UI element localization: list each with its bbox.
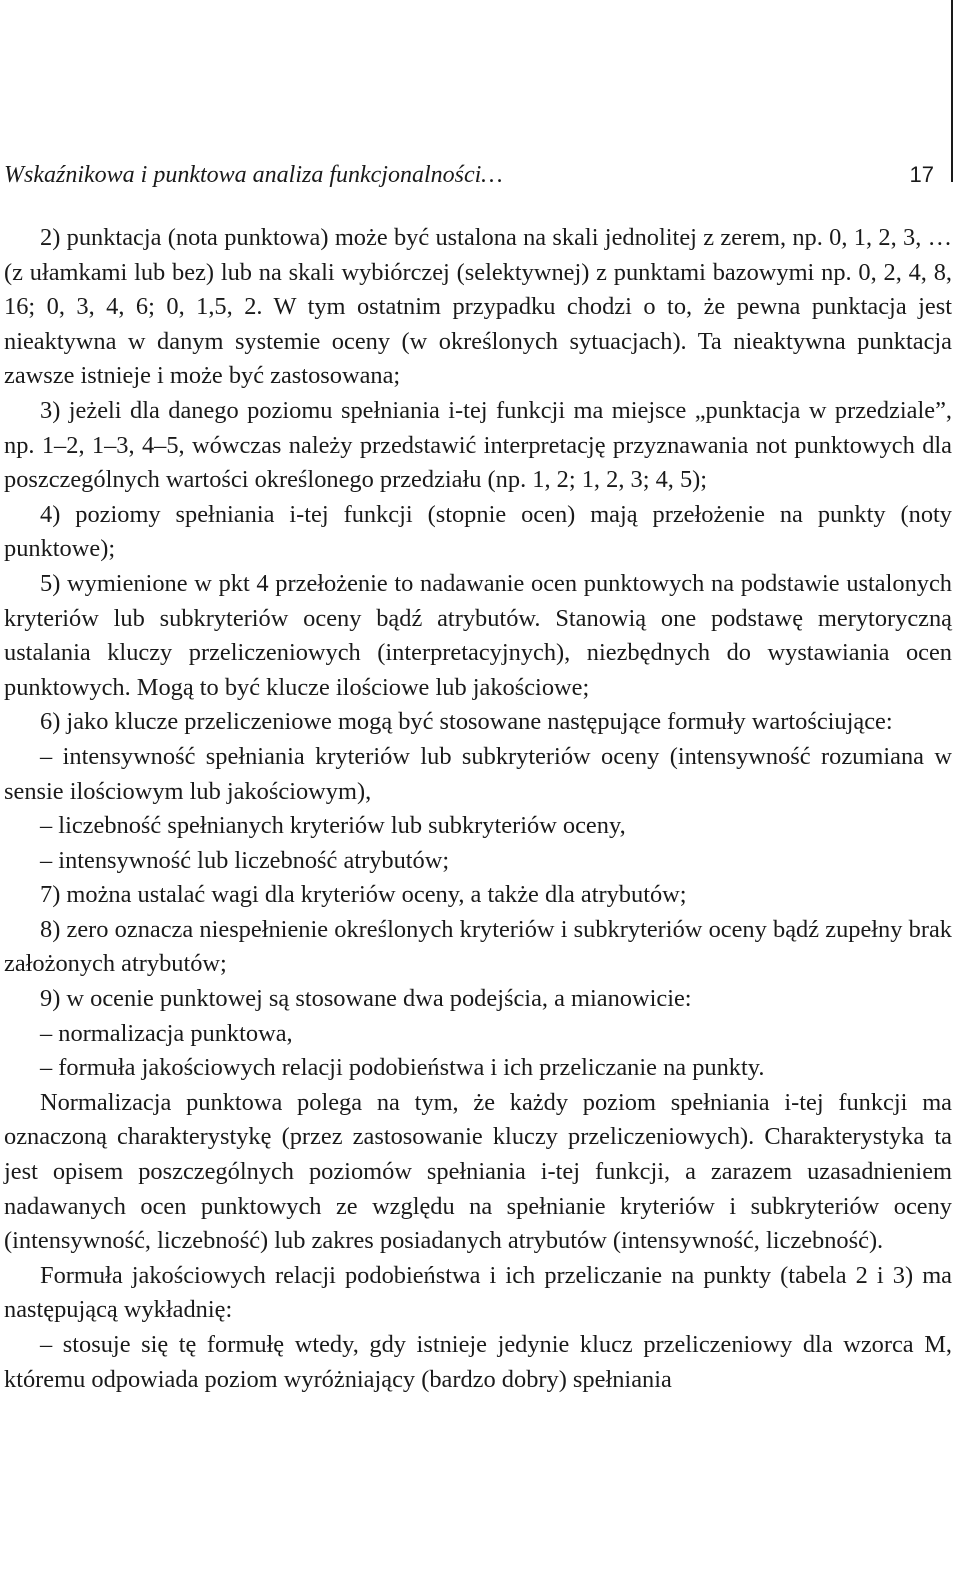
paragraph-item-4: 4) poziomy spełniania i-tej funkcji (stopnie ocen) mają przełożenie na punkty (noty punktowe); — [4, 500, 952, 563]
body-text — [4, 221, 952, 1397]
dash-item-intensity: – intensywność spełniania kryteriów lub subkryteriów oceny (intensywność rozumiana w sensie ilościowym lub jakościowym), — [4, 742, 952, 805]
dash-item-formula-usage: – stosuje się tę formułę wtedy, gdy istnieje jedynie klucz przeliczeniowy dla wzorca M, któremu odpowiada poziom wyróżniający (bardzo dobry) spełniania — [4, 1331, 952, 1393]
page-number: 17 — [909, 162, 934, 187]
paragraph-item-7: 7) można ustalać wagi dla kryteriów oceny, a także dla atrybutów; — [40, 881, 687, 909]
paragraph-normalization: Normalizacja punktowa polega na tym, że każdy poziom spełniania i-tej funkcji ma oznaczoną charakterystykę (przez zastosowanie kluczy przeliczeniowych). Charakterystyka ta jest opisem poszczególnych poziomów spełniania i-tej funkcji, a zarazem uzasadnieniem nadawanych ocen punktowych ze względu na spełnianie kryteriów i subkryteriów oceny (intensywność, liczebność) lub zakres posiadanych atrybutów (intensywność, liczebność). — [4, 1088, 952, 1255]
margin-rule — [951, 0, 953, 182]
dash-item-count: – liczebność spełnianych kryteriów lub subkryteriów oceny, — [40, 812, 626, 840]
dash-item-formula: – formuła jakościowych relacji podobieństwa i ich przeliczanie na punkty. — [40, 1054, 765, 1082]
paragraph-item-2: 2) punktacja (nota punktowa) może być ustalona na skali jednolitej z zerem, np. 0, 1, 2, 3, … (z ułamkami lub bez) lub na skali wybiórczej (selektywnej) z punktami bazowymi np. 0, 2, 4, 8, 16; 0, 3, 4, 6; 0, 1,5, 2. W tym ostatnim przypadku chodzi o to, że pewna punktacja jest nieaktywna w danym systemie oceny (w określonych sytuacjach). Ta nieaktywna punktacja zawsze istnieje i może być zastosowana; — [4, 224, 952, 390]
paragraph-item-9: 9) w ocenie punktowej są stosowane dwa podejścia, a mianowicie: — [40, 985, 692, 1013]
dash-item-normalization: – normalizacja punktowa, — [40, 1019, 293, 1047]
paragraph-formula: Formuła jakościowych relacji podobieństwa i ich przeliczanie na punkty (tabela 2 i 3) ma następującą wykładnię: — [4, 1261, 952, 1324]
paragraph-item-6: 6) jako klucze przeliczeniowe mogą być stosowane następujące formuły wartościujące: — [40, 708, 893, 736]
dash-item-attributes: – intensywność lub liczebność atrybutów; — [40, 846, 450, 874]
paragraph-item-3: 3) jeżeli dla danego poziomu spełniania i-tej funkcji ma miejsce „punktacja w przedziale”, np. 1–2, 1–3, 4–5, wówczas należy przedstawić interpretację przyznawania not punktowych dla poszczególnych wartości określonego przedziału (np. 1, 2; 1, 2, 3; 4, 5); — [4, 396, 952, 494]
paragraph-item-5: 5) wymienione w pkt 4 przełożenie to nadawanie ocen punktowych na podstawie ustalonych kryteriów lub subkryteriów oceny bądź atrybutów. Stanowią one podstawę merytoryczną ustalania kluczy przeliczeniowych (interpretacyjnych), niezbędnych do wystawiania ocen punktowych. Mogą to być klucze ilościowe lub jakościowe; — [4, 569, 952, 701]
running-head-title: Wskaźnikowa i punktowa analiza funkcjonalności… — [4, 162, 503, 188]
running-head — [4, 157, 934, 193]
paragraph-item-8: 8) zero oznacza niespełnienie określonych kryteriów i subkryteriów oceny bądź zupełny brak założonych atrybutów; — [4, 915, 952, 978]
